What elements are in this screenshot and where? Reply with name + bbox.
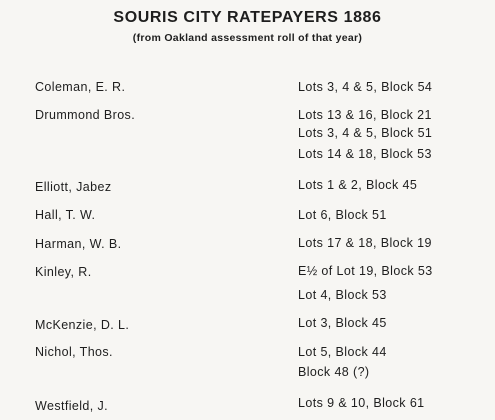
- ratepayer-name: Westfield, J.: [35, 399, 109, 413]
- ratepayer-name: Kinley, R.: [35, 265, 92, 279]
- lot-entry: Lot 5, Block 44: [298, 345, 387, 359]
- ratepayer-name: Nichol, Thos.: [35, 345, 113, 359]
- lot-entry: Block 48 (?): [298, 365, 370, 379]
- ratepayer-name: Drummond Bros.: [35, 108, 136, 122]
- ratepayer-name: Elliott, Jabez: [35, 180, 112, 194]
- ratepayer-name: Hall, T. W.: [35, 208, 96, 222]
- lot-entry: Lots 13 & 16, Block 21: [298, 108, 432, 122]
- lot-entry: Lot 4, Block 53: [298, 288, 387, 302]
- lot-entry: E½ of Lot 19, Block 53: [298, 264, 433, 278]
- lot-entry: Lot 3, Block 45: [298, 316, 387, 330]
- lot-entry: Lots 3, 4 & 5, Block 54: [298, 80, 433, 94]
- lot-entry: Lots 17 & 18, Block 19: [298, 236, 432, 250]
- ratepayer-name: McKenzie, D. L.: [35, 318, 130, 332]
- lot-entry: Lots 1 & 2, Block 45: [298, 178, 418, 192]
- page-title: SOURIS CITY RATEPAYERS 1886: [113, 9, 382, 26]
- ratepayer-name: Harman, W. B.: [35, 237, 122, 251]
- lot-entry: Lots 9 & 10, Block 61: [298, 396, 425, 410]
- lot-entry: Lot 6, Block 51: [298, 208, 387, 222]
- lot-entry: Lots 14 & 18, Block 53: [298, 147, 432, 161]
- page-subtitle: (from Oakland assessment roll of that year): [132, 32, 363, 44]
- lot-entry: Lots 3, 4 & 5, Block 51: [298, 126, 433, 140]
- ratepayer-name: Coleman, E. R.: [35, 80, 126, 94]
